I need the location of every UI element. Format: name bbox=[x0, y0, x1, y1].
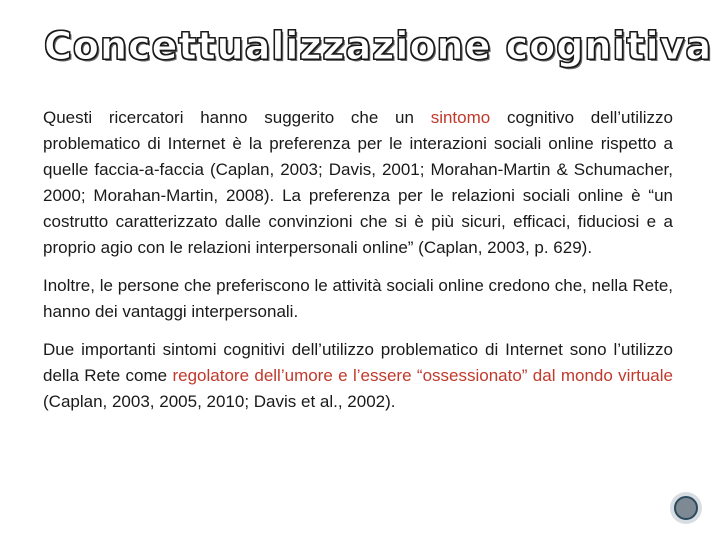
highlight-regolatore: regolatore dell’umore e l’essere “ossessionato” dal mondo virtuale bbox=[172, 366, 673, 385]
paragraph-1-text-a: Questi ricercatori hanno suggerito che un bbox=[43, 108, 431, 127]
slide-nav-button[interactable] bbox=[670, 492, 702, 524]
paragraph-3-text-c: (Caplan, 2003, 2005, 2010; Davis et al., 2002). bbox=[43, 392, 396, 411]
paragraph-1-text-c: cognitivo dell’utilizzo problematico di Internet è la preferenza per le interazioni sociali online rispetto a quelle faccia-a-faccia (Caplan, 2003; Davis, 2001; Morahan-Martin & Schumacher, 2000; Morahan-Martin, 2008). La preferenza per le relazioni sociali online è “un costrutto caratterizzato dalle convinzioni che si è più sicuri, efficaci, fiduciosi e a proprio agio con le relazioni interpersonali online” (Caplan, 2003, p. 629). bbox=[43, 108, 674, 257]
slide-content bbox=[43, 105, 673, 427]
paragraph-1 bbox=[43, 105, 673, 261]
highlight-sintomo: sintomo bbox=[430, 108, 491, 127]
slide-title: Concettualizzazione cognitiva bbox=[44, 24, 713, 68]
paragraph-2: Inoltre, le persone che preferiscono le attività sociali online credono che, nella Rete, hanno dei vantaggi interpersonali. bbox=[43, 276, 673, 321]
paragraph-3 bbox=[43, 337, 673, 415]
circle-nav-icon bbox=[674, 496, 698, 520]
paragraph-3-text-a: Due importanti sintomi cognitivi dell’utilizzo problematico di Internet sono l’utilizzo della Rete come bbox=[43, 340, 673, 385]
